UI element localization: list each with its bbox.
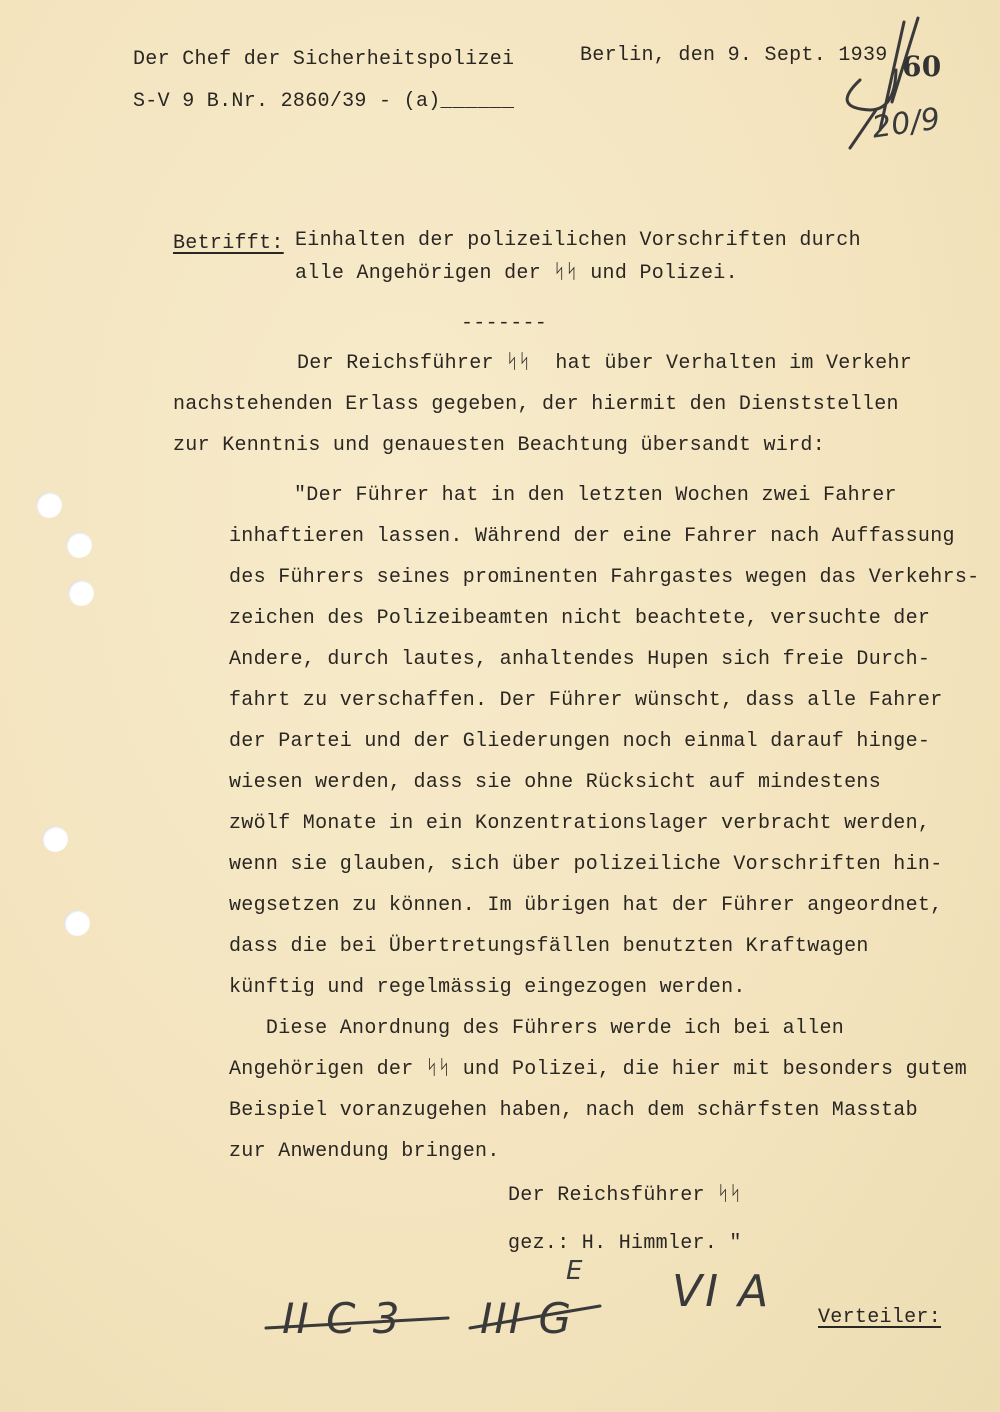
handwritten-mark: II C 3 [282,1294,402,1343]
intro-line: Der Reichsführer ᛋᛋ hat über Verhalten im Verkehr [297,352,913,375]
punch-hole [42,826,68,852]
punch-hole [64,910,90,936]
distribution-label: Verteiler: [818,1306,942,1329]
stamp-number: 60 [902,50,942,83]
punch-hole [68,580,94,606]
decree-line: Beispiel voranzugehen haben, nach dem schärfsten Masstab [229,1099,918,1122]
strike-through-mark [262,1310,452,1340]
decree-line: wiesen werden, dass sie ohne Rücksicht auf mindestens [229,771,882,794]
intro-line: zur Kenntnis und genauesten Beachtung übersandt wird: [173,434,826,457]
punch-hole [66,532,92,558]
decree-line: "Der Führer hat in den letzten Wochen zwei Fahrer [294,484,897,507]
handwritten-mark: VI A [672,1266,772,1317]
decree-line: fahrt zu verschaffen. Der Führer wünscht, dass alle Fahrer [229,689,943,712]
authority-heading: Der Chef der Sicherheitspolizei [133,48,515,71]
handwritten-date: 20/9 [869,101,943,146]
signature-title: Der Reichsführer ᛋᛋ [508,1184,742,1207]
decree-line: Diese Anordnung des Führers werde ich bei allen [229,1017,845,1040]
strike-through-mark [466,1300,606,1340]
decree-line: wenn sie glauben, sich über polizeiliche Vorschriften hin- [229,853,943,876]
decree-line: wegsetzen zu können. Im übrigen hat der Führer angeordnet, [229,894,943,917]
decree-line: künftig und regelmässig eingezogen werden. [229,976,746,999]
handwritten-mark: III G [480,1294,574,1343]
decree-line: Angehörigen der ᛋᛋ und Polizei, die hier mit besonders gutem [229,1058,968,1081]
subject-label: Betrifft: [173,232,284,255]
decree-line: zeichen des Polizeibeamten nicht beachtete, versuchte der [229,607,931,630]
reference-number: S-V 9 B.Nr. 2860/39 - (a)______ [133,90,515,113]
decree-line: der Partei und der Gliederungen noch einmal darauf hinge- [229,730,931,753]
decree-line: zur Anwendung bringen. [229,1140,500,1163]
decree-line: zwölf Monate in ein Konzentrationslager verbracht werden, [229,812,931,835]
punch-hole [36,492,62,518]
decree-line: dass die bei Übertretungsfällen benutzten Kraftwagen [229,935,869,958]
separator-line: ------- [461,312,548,335]
place-date: Berlin, den 9. Sept. 1939 [580,44,888,67]
decree-line: Andere, durch lautes, anhaltendes Hupen sich freie Durch- [229,648,931,671]
decree-line: inhaftieren lassen. Während der eine Fahrer nach Auffassung [229,525,955,548]
intro-line: nachstehenden Erlass gegeben, der hiermit den Dienststellen [173,393,899,416]
subject-line: Einhalten der polizeilichen Vorschriften durch [295,229,861,252]
signature-name: gez.: H. Himmler. " [508,1232,742,1255]
handwritten-mark: E [566,1256,583,1286]
decree-line: des Führers seines prominenten Fahrgastes wegen das Verkehrs- [229,566,980,589]
subject-line: alle Angehörigen der ᛋᛋ und Polizei. [295,262,738,285]
